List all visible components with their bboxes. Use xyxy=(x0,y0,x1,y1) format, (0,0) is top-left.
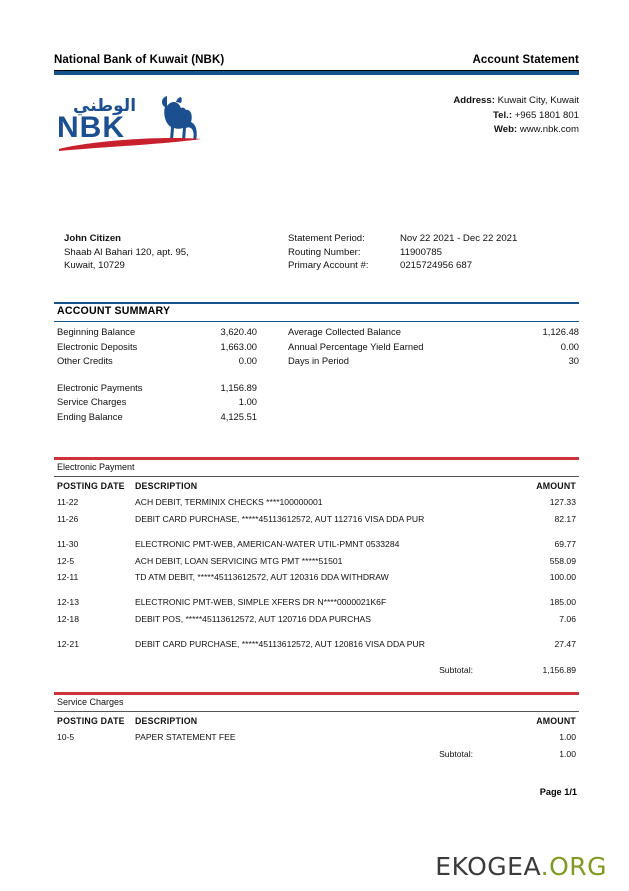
cell-date: 11-26 xyxy=(57,513,79,524)
statement-period-row xyxy=(288,232,517,246)
cell-description: ELECTRONIC PMT-WEB, AMERICAN-WATER UTIL-PMNT 0533284 xyxy=(135,539,400,550)
svg-text:الوطني: الوطني xyxy=(73,96,137,116)
summary-value: 1,156.89 xyxy=(220,381,257,393)
cell-date: 12-18 xyxy=(57,613,79,624)
column-header-description: DESCRIPTION xyxy=(135,716,198,726)
customer-address-line-1: Shaab Al Bahari 120, apt. 95, xyxy=(64,246,189,258)
summary-row xyxy=(288,340,579,355)
primary-account-value: 0215724956 687 xyxy=(400,260,473,272)
service-charges-table xyxy=(54,713,579,762)
summary-left-column xyxy=(57,325,257,425)
page-number: Page 1/1 xyxy=(539,787,577,797)
column-header-amount: AMOUNT xyxy=(536,481,576,491)
subtotal-label: Subtotal: xyxy=(439,748,473,759)
column-header-date: POSTING DATE xyxy=(57,481,125,491)
summary-value: 1.00 xyxy=(238,396,257,408)
summary-rule-bottom xyxy=(54,321,579,322)
electronic-payment-rule xyxy=(54,457,579,460)
summary-row xyxy=(57,354,257,369)
summary-row xyxy=(57,325,257,340)
web-value: www.nbk.com xyxy=(519,124,579,136)
cell-amount: 100.00 xyxy=(549,572,576,583)
statement-meta-block xyxy=(288,232,517,273)
statement-period-label: Statement Period: xyxy=(288,233,365,244)
watermark-name: EKOGEA xyxy=(435,852,541,881)
account-summary-heading: ACCOUNT SUMMARY xyxy=(57,305,171,317)
cell-amount: 69.77 xyxy=(554,539,576,550)
cell-description: ACH DEBIT, LOAN SERVICING MTG PMT *****51501 xyxy=(135,555,343,566)
routing-number-label: Routing Number: xyxy=(288,246,361,258)
customer-address-block xyxy=(64,232,189,273)
nbk-logo xyxy=(55,92,230,154)
table-row xyxy=(54,611,579,627)
summary-label: Days in Period xyxy=(288,355,349,367)
statement-period-value: Nov 22 2021 - Dec 22 2021 xyxy=(400,233,518,244)
contact-web-row xyxy=(453,123,579,138)
electronic-payment-section-label: Electronic Payment xyxy=(57,462,135,472)
watermark xyxy=(435,852,607,881)
row-spacer xyxy=(54,653,579,662)
cell-amount: 7.06 xyxy=(559,613,576,624)
cell-amount: 1.00 xyxy=(559,732,576,743)
table-row xyxy=(54,636,579,652)
subtotal-label: Subtotal: xyxy=(439,664,473,675)
table-row xyxy=(54,536,579,552)
contact-address-row xyxy=(453,94,579,109)
cell-description: DEBIT POS, *****45113612572, AUT 120716 DDA PURCHAS xyxy=(135,613,371,624)
summary-label: Average Collected Balance xyxy=(288,326,401,337)
address-value: Kuwait City, Kuwait xyxy=(497,95,579,106)
cell-description: TD ATM DEBIT, *****45113612572, AUT 120316 DDA WITHDRAW xyxy=(135,572,389,583)
cell-amount: 127.33 xyxy=(549,497,576,508)
summary-label: Service Charges xyxy=(57,396,127,408)
service-charges-rule xyxy=(54,692,579,695)
summary-row xyxy=(57,410,257,425)
table-header-row xyxy=(54,478,579,494)
table-row xyxy=(54,511,579,527)
cell-amount: 27.47 xyxy=(554,639,576,650)
subtotal-value: 1.00 xyxy=(559,748,576,759)
tel-label: Tel.: xyxy=(493,109,513,121)
bank-name: National Bank of Kuwait (NBK) xyxy=(54,54,225,66)
summary-spacer xyxy=(57,369,257,381)
summary-row xyxy=(57,395,257,410)
customer-address-line-2: Kuwait, 10729 xyxy=(64,260,125,272)
summary-row xyxy=(288,354,579,369)
summary-label: Annual Percentage Yield Earned xyxy=(288,340,424,352)
document-header xyxy=(54,54,579,66)
cell-description: PAPER STATEMENT FEE xyxy=(135,732,236,743)
cell-date: 12-13 xyxy=(57,597,79,608)
web-label: Web: xyxy=(493,124,518,136)
table-header-row xyxy=(54,713,579,729)
cell-amount: 185.00 xyxy=(549,597,576,608)
summary-row xyxy=(288,325,579,340)
summary-label: Electronic Deposits xyxy=(57,340,138,352)
summary-value: 0.00 xyxy=(238,355,257,367)
summary-value: 3,620.40 xyxy=(220,326,257,337)
address-label: Address: xyxy=(453,95,495,106)
cell-date: 12-5 xyxy=(57,555,75,566)
cell-date: 12-11 xyxy=(57,572,79,583)
summary-row xyxy=(57,340,257,355)
cell-description: DEBIT CARD PURCHASE, *****45113612572, AUT 120816 VISA DDA PUR xyxy=(135,639,425,650)
bank-contact-block xyxy=(453,94,579,138)
service-charges-header-rule xyxy=(54,711,579,712)
table-row xyxy=(54,569,579,585)
summary-label: Beginning Balance xyxy=(57,326,136,337)
summary-row xyxy=(57,381,257,396)
row-spacer xyxy=(54,585,579,594)
header-divider-blue xyxy=(54,71,579,75)
table-row xyxy=(54,729,579,745)
primary-account-label: Primary Account #: xyxy=(288,260,369,272)
cell-description: ACH DEBIT, TERMINIX CHECKS ****100000001 xyxy=(135,497,323,508)
table-row xyxy=(54,494,579,510)
cell-description: DEBIT CARD PURCHASE, *****45113612572, AUT 112716 VISA DDA PUR xyxy=(135,513,425,524)
routing-number-value: 11900785 xyxy=(400,246,442,258)
subtotal-value: 1,156.89 xyxy=(542,664,576,675)
summary-label: Electronic Payments xyxy=(57,381,143,393)
contact-tel-row xyxy=(453,109,579,124)
routing-number-row xyxy=(288,246,517,260)
row-spacer xyxy=(54,627,579,636)
watermark-tld: .ORG xyxy=(540,852,607,881)
summary-value: 4,125.51 xyxy=(220,410,257,422)
column-header-date: POSTING DATE xyxy=(57,716,125,726)
summary-value: 1,663.00 xyxy=(220,340,257,352)
table-row xyxy=(54,553,579,569)
service-charges-section-label: Service Charges xyxy=(57,697,124,707)
table-row xyxy=(54,594,579,610)
cell-date: 11-22 xyxy=(57,497,79,508)
cell-date: 10-5 xyxy=(57,732,75,743)
cell-amount: 82.17 xyxy=(554,513,576,524)
page-title: Account Statement xyxy=(472,54,579,66)
summary-label: Other Credits xyxy=(57,355,113,367)
summary-rule-top xyxy=(54,302,579,304)
subtotal-row xyxy=(54,746,579,762)
cell-description: ELECTRONIC PMT-WEB, SIMPLE XFERS DR N****0000021K6F xyxy=(135,597,387,608)
cell-amount: 558.09 xyxy=(549,555,576,566)
primary-account-row xyxy=(288,259,517,273)
customer-name: John Citizen xyxy=(64,233,122,244)
summary-label: Ending Balance xyxy=(57,410,123,422)
column-header-amount: AMOUNT xyxy=(536,716,576,726)
row-spacer xyxy=(54,527,579,536)
svg-text:NBK: NBK xyxy=(57,111,125,144)
tel-value: +965 1801 801 xyxy=(514,109,579,121)
electronic-payment-header-rule xyxy=(54,476,579,477)
cell-date: 12-21 xyxy=(57,639,79,650)
subtotal-row xyxy=(54,662,579,678)
camel-icon xyxy=(162,96,197,140)
summary-value: 1,126.48 xyxy=(542,326,579,337)
electronic-payment-table xyxy=(54,478,579,678)
summary-value: 30 xyxy=(568,355,579,367)
cell-date: 11-30 xyxy=(57,539,79,550)
column-header-description: DESCRIPTION xyxy=(135,481,198,491)
summary-right-column xyxy=(288,325,579,369)
summary-value: 0.00 xyxy=(560,340,579,352)
